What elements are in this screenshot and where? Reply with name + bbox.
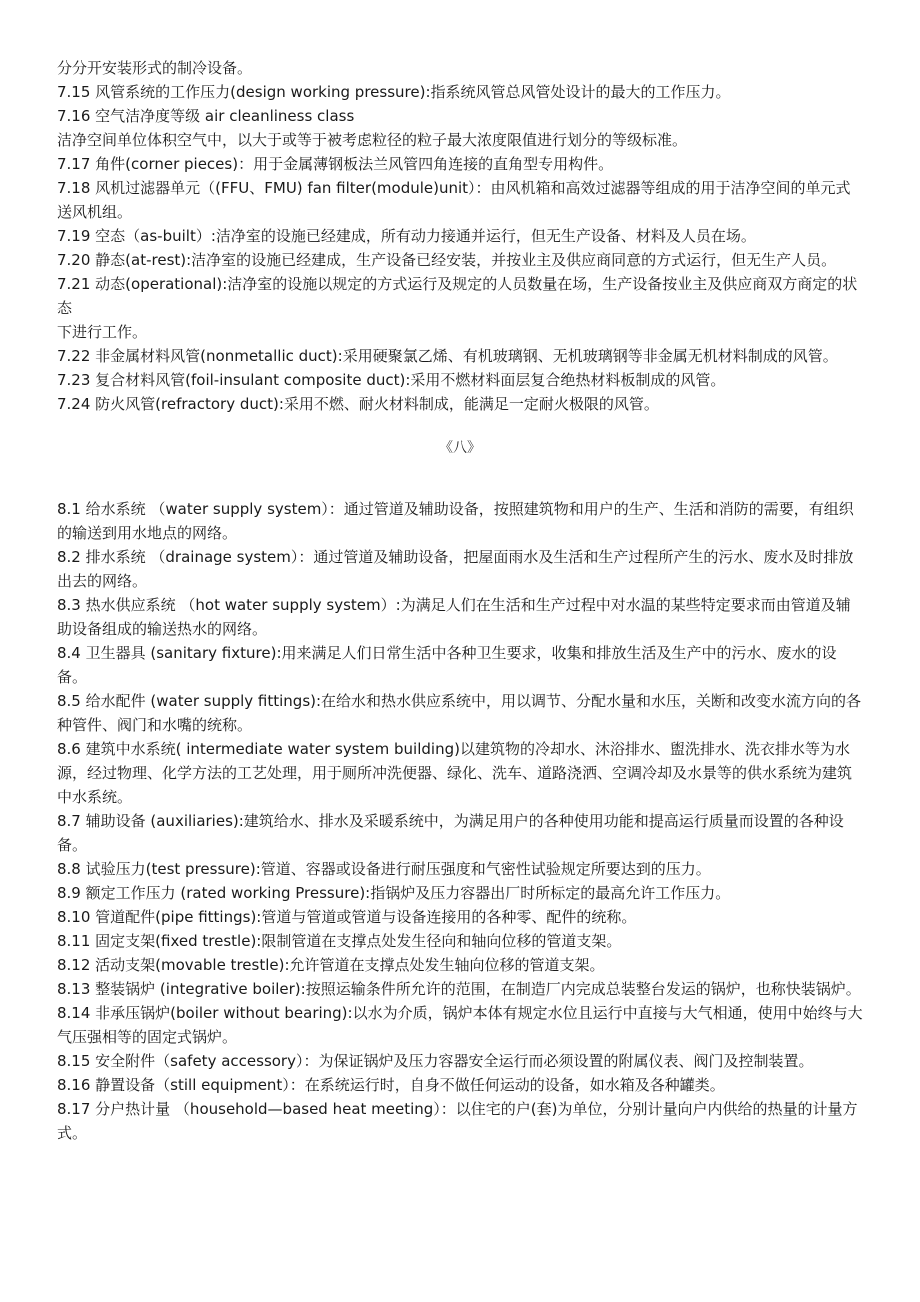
paragraph-8-17: 8.17 分户热计量 （household—based heat meeting）：以住宅的户(套)为单位，分别计量向户内供给的热量的计量方式。 — [57, 1100, 858, 1142]
paragraph-7-24: 7.24 防火风管(refractory duct):采用不燃、耐火材料制成，能满足一定耐火极限的风管。 — [57, 395, 659, 413]
paragraph-7-17: 7.17 角件(corner pieces)：用于金属薄钢板法兰风管四角连接的直角型专用构件。 — [57, 155, 614, 173]
paragraph-8-7: 8.7 辅助设备 (auxiliaries):建筑给水、排水及采暖系统中，为满足用户的各种使用功能和提高运行质量而设置的各种设备。 — [57, 812, 844, 854]
paragraph-8-5: 8.5 给水配件 (water supply fittings):在给水和热水供应系统中，用以调节、分配水量和水压，关断和改变水流方向的各种管件、阀门和水嘴的统称。 — [57, 692, 862, 734]
paragraph-8-2: 8.2 排水系统 （drainage system）：通过管道及辅助设备，把屋面雨水及生活和生产过程所产生的污水、废水及时排放出去的网络。 — [57, 548, 854, 590]
section-8-list — [57, 497, 863, 1145]
paragraph-8-9: 8.9 额定工作压力 (rated working Pressure):指锅炉及压力容器出厂时所标定的最高允许工作压力。 — [57, 884, 731, 902]
paragraph-7-23: 7.23 复合材料风管(foil-insulant composite duct):采用不燃材料面层复合绝热材料板制成的风管。 — [57, 371, 726, 389]
paragraph-7-19: 7.19 空态（as-built）:洁净室的设施已经建成，所有动力接通并运行，但无生产设备、材料及人员在场。 — [57, 227, 756, 245]
paragraph-7-22: 7.22 非金属材料风管(nonmetallic duct):采用硬聚氯乙烯、有机玻璃钢、无机玻璃钢等非金属无机材料制成的风管。 — [57, 347, 838, 365]
paragraph: 分分开安装形式的制冷设备。 — [57, 59, 253, 77]
paragraph: 洁净空间单位体积空气中，以大于或等于被考虑粒径的粒子最大浓度限值进行划分的等级标准。 — [57, 131, 688, 149]
paragraph-8-4: 8.4 卫生器具 (sanitary fixture):用来满足人们日常生活中各种卫生要求，收集和排放生活及生产中的污水、废水的设备。 — [57, 644, 837, 686]
paragraph-7-15: 7.15 风管系统的工作压力(design working pressure):指系统风管总风管处设计的最大的工作压力。 — [57, 83, 731, 101]
paragraph-8-10: 8.10 管道配件(pipe fittings):管道与管道或管道与设备连接用的各种零、配件的统称。 — [57, 908, 637, 926]
paragraph-7-18: 7.18 风机过滤器单元（(FFU、FMU) fan filter(module)unit）：由风机箱和高效过滤器等组成的用于洁净空间的单元式送风机组。 — [57, 179, 851, 221]
paragraph-8-14: 8.14 非承压锅炉(boiler without bearing):以水为介质，锅炉本体有规定水位且运行中直接与大气相通，使用中始终与大气压强相等的固定式锅炉。 — [57, 1004, 863, 1046]
paragraph-8-13: 8.13 整装锅炉 (integrative boiler):按照运输条件所允许的范围，在制造厂内完成总装整台发运的锅炉，也称快装锅炉。 — [57, 980, 861, 998]
document-page — [57, 0, 863, 1145]
paragraph-7-21: 7.21 动态(operational):洁净室的设施以规定的方式运行及规定的人员数量在场，生产设备按业主及供应商双方商定的状态 — [57, 275, 858, 317]
section-7-list — [57, 0, 863, 416]
paragraph-8-3: 8.3 热水供应系统 （hot water supply system）:为满足人们在生活和生产过程中对水温的某些特定要求而由管道及辅助设备组成的输送热水的网络。 — [57, 596, 851, 638]
paragraph-8-12: 8.12 活动支架(movable trestle):允许管道在支撑点处发生轴向位移的管道支架。 — [57, 956, 605, 974]
section-heading: 《八》 — [439, 440, 481, 456]
paragraph-8-16: 8.16 静置设备（still equipment）：在系统运行时，自身不做任何运动的设备，如水箱及各种罐类。 — [57, 1076, 725, 1094]
paragraph-8-6: 8.6 建筑中水系统( intermediate water system building)以建筑物的冷却水、沐浴排水、盥洗排水、洗衣排水等为水源，经过物理、化学方法的工艺处理，用于厕所冲洗便器、绿化、洗车、道路浇洒、空调冷却及水景等的供水系统为建筑中水系统。 — [57, 740, 853, 806]
paragraph-8-8: 8.8 试验压力(test pressure):管道、容器或设备进行耐压强度和气密性试验规定所要达到的压力。 — [57, 860, 711, 878]
paragraph-8-1: 8.1 给水系统 （water supply system）：通过管道及辅助设备，按照建筑物和用户的生产、生活和消防的需要，有组织的输送到用水地点的网络。 — [57, 500, 854, 542]
paragraph-7-20: 7.20 静态(at-rest):洁净室的设施已经建成，生产设备已经安装，并按业主及供应商同意的方式运行，但无生产人员。 — [57, 251, 837, 269]
paragraph: 下进行工作。 — [57, 323, 148, 341]
paragraph-8-15: 8.15 安全附件（safety accessory）：为保证锅炉及压力容器安全运行而必须设置的附属仪表、阀门及控制装置。 — [57, 1052, 814, 1070]
paragraph-8-11: 8.11 固定支架(fixed trestle):限制管道在支撑点处发生径向和轴向位移的管道支架。 — [57, 932, 622, 950]
paragraph-7-16: 7.16 空气洁净度等级 air cleanliness class — [57, 107, 355, 125]
